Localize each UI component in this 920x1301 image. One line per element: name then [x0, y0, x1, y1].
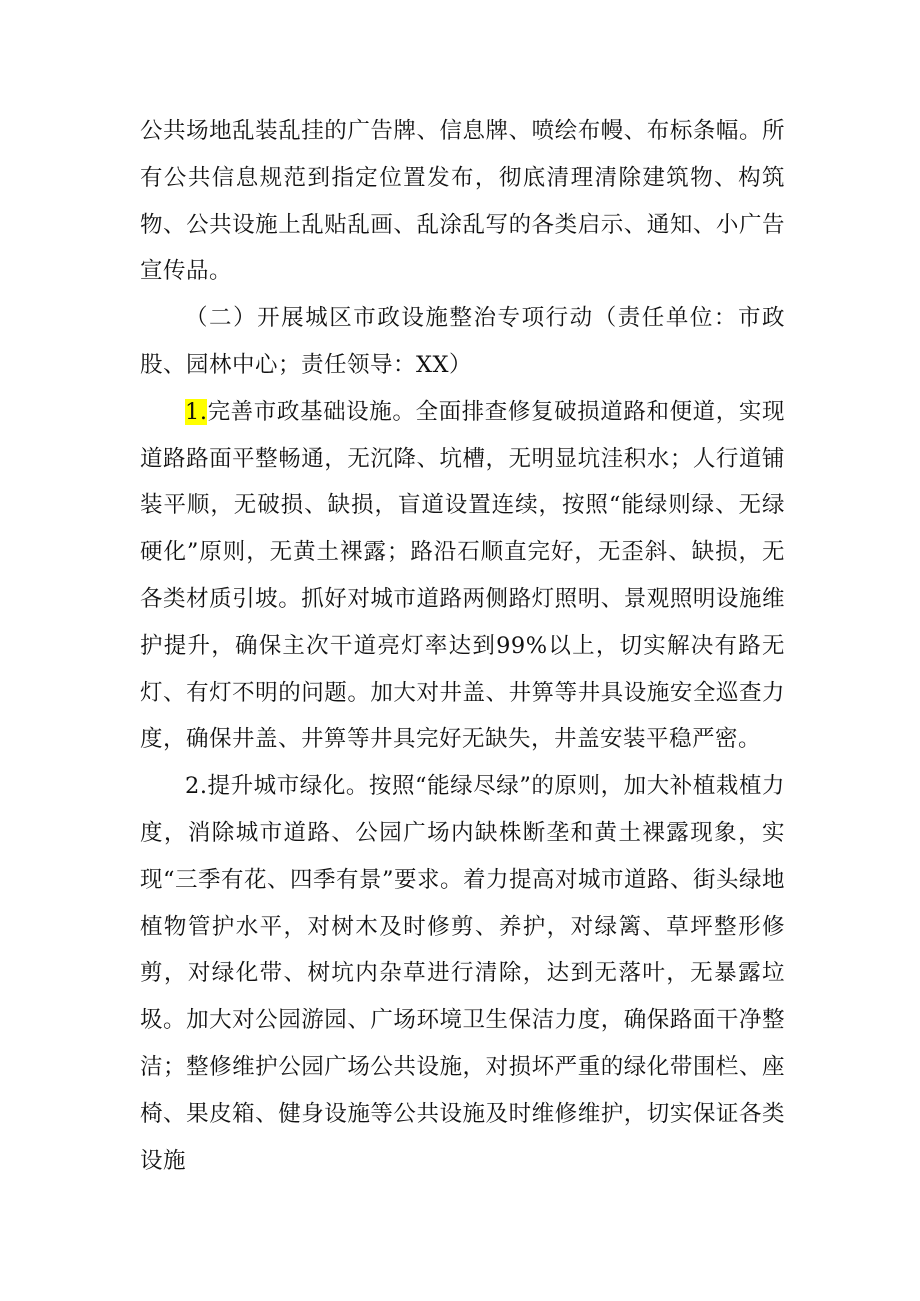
paragraph-improve-municipal-infrastructure: [140, 389, 785, 763]
paragraph-urban-greening: 2.提升城市绿化。按照“能绿尽绿”的原则，加大补植栽植力度，消除城市道路、公园广场内缺株断垄和黄土裸露现象，实现“三季有花、四季有景”要求。着力提高对城市道路、街头绿地植物管护水平，对树木及时修剪、养护，对绿篱、草坪整形修剪，对绿化带、树坑内杂草进行清除，达到无落叶，无暴露垃圾。加大对公园游园、广场环境卫生保洁力度，确保路面干净整洁；整修维护公园广场公共设施，对损坏严重的绿化带围栏、座椅、果皮箱、健身设施等公共设施及时维修维护，切实保证各类设施: [140, 773, 786, 1174]
paragraph-public-signage: 公共场地乱装乱挂的广告牌、信息牌、喷绘布幔、布标条幅。所有公共信息规范到指定位置发布，彻底清理清除建筑物、构筑物、公共设施上乱贴乱画、乱涂乱写的各类启示、通知、小广告宣传品。: [140, 118, 785, 285]
highlighted-item-number: 1.: [185, 398, 208, 425]
paragraph-infrastructure-text: 完善市政基础设施。全面排查修复破损道路和便道，实现道路路面平整畅通，无沉降、坑槽，无明显坑洼积水；人行道铺装平顺，无破损、缺损，盲道设置连续，按照“能绿则绿、无绿硬化”原则，无黄土裸露；路沿石顺直完好，无歪斜、缺损，无各类材质引坡。抓好对城市道路两侧路灯照明、景观照明设施维护提升，确保主次干道亮灯率达到99%以上，切实解决有路无灯、有灯不明的问题。加大对井盖、井箅等井具设施安全巡查力度，确保井盖、井箅等井具完好无缺失，井盖安装平稳严密。: [140, 398, 785, 753]
section-heading-municipal-facilities: （二）开展城区市政设施整治专项行动（责任单位：市政股、园林中心；责任领导：XX）: [140, 305, 785, 378]
document-body: [140, 108, 785, 1184]
